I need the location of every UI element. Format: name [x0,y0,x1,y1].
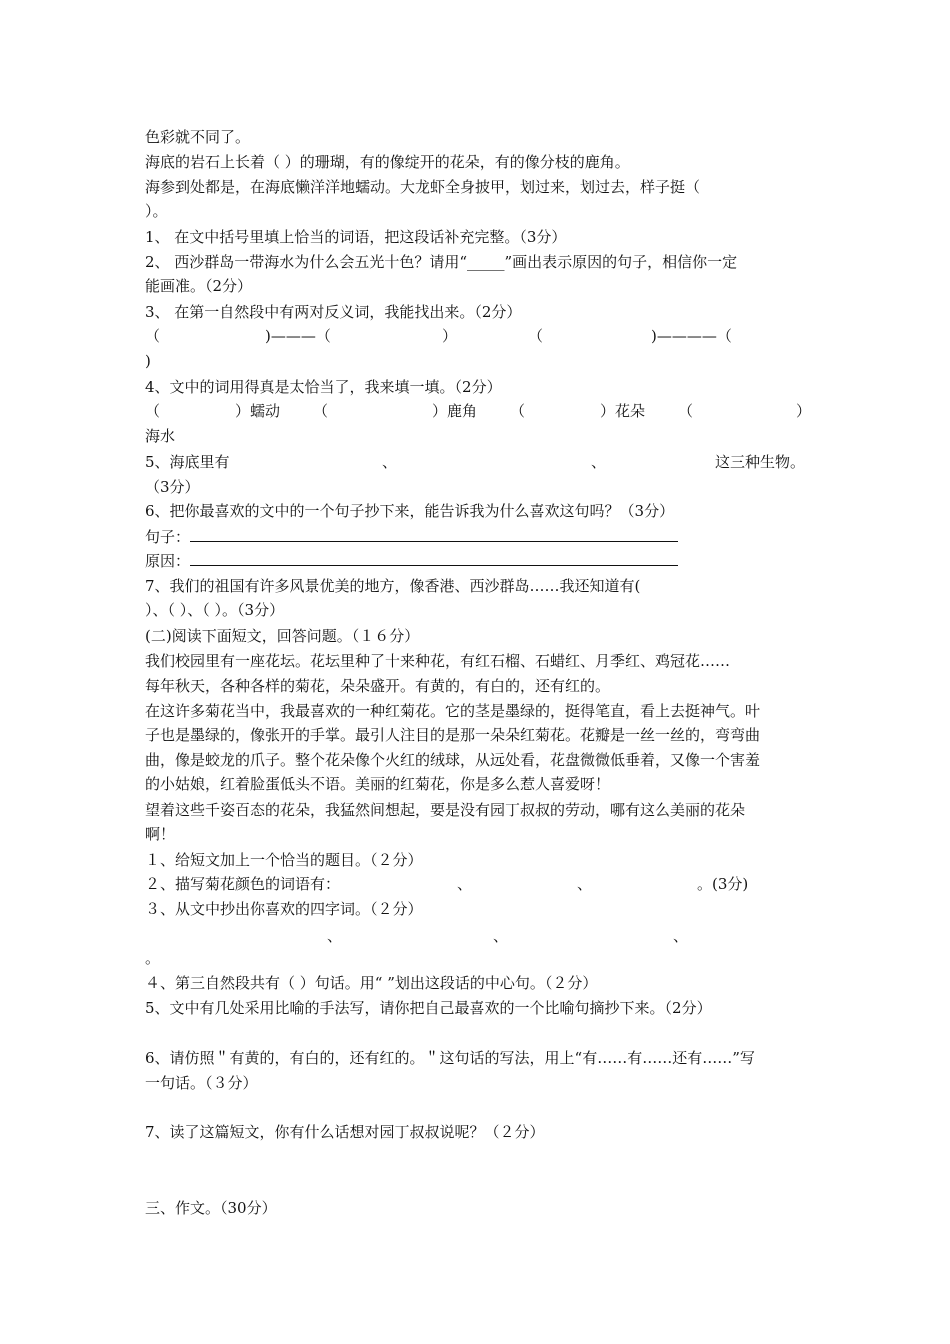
question-4-title: 4、文中的词用得真是太恰当了，我来填一填。（2分） [145,378,502,396]
section-3-title: 三、作文。（30分） [145,1199,277,1217]
s2-question-7: 7、读了这篇短文，你有什么话想对园丁叔叔说呢？（２分） [145,1123,545,1141]
question-6-title: 6、把你最喜欢的文中的一个句子抄下来，能告诉我为什么喜欢这句吗？（3分） [145,502,675,520]
blank-word: ）蠕动 [235,402,281,420]
reason-answer-line[interactable] [190,551,678,566]
passage-line: 每年秋天，各种各样的菊花，朵朵盛开。有黄的，有白的，还有红的。 [145,677,611,695]
question-6-sentence [145,526,810,548]
q3-sep: 、 [673,927,689,945]
blank-word: ）鹿角 [432,402,478,420]
s2-question-1: １、给短文加上一个恰当的题目。（２分） [145,851,423,869]
question-4-tail: 海水 [145,427,176,445]
s2-question-3: ３、从文中抄出你喜欢的四字词。（２分） [145,900,423,918]
blank-bracket: )————（ [651,327,732,345]
question-5-score: （3分） [145,478,200,496]
blank-bracket: )———（ [265,327,331,345]
blank-bracket: （ [528,327,544,345]
blank-word: ）花朵 [600,402,646,420]
sentence-answer-line[interactable] [190,527,678,542]
blank-bracket: （ [678,402,694,420]
section-2-title: (二)阅读下面短文，回答问题。（１６分） [145,627,420,645]
q2-sep: 、 [577,875,593,893]
question-3-close: ) [145,352,151,370]
passage-line: 曲，像是蛟龙的爪子。整个花朵像个火红的绒球，从远处看，花盘微微低垂着，又像一个害羞 [145,751,761,769]
blank-bracket: ） [442,327,458,345]
passage-line: 子也是墨绿的，像张开的手掌。最引人注目的是那一朵朵红菊花。花瓣是一丝一丝的，弯弯曲 [145,726,761,744]
passage-line: 海参到处都是，在海底懒洋洋地蠕动。大龙虾全身披甲，划过来，划过去，样子挺（ [145,178,701,196]
q2-sep: 、 [457,875,473,893]
question-7-line2: ）、（ ）、（ ）。（3分） [145,601,285,619]
passage-line: 望着这些千姿百态的花朵，我猛然间想起，要是没有园丁叔叔的劳动，哪有这么美丽的花朵 [145,801,746,819]
question-1: 1、 在文中括号里填上恰当的词语，把这段话补充完整。（3分） [145,228,567,246]
q5-sep: 、 [382,453,398,471]
passage-line: ）。 [145,202,168,220]
question-2-line1: 2、 西沙群岛一带海水为什么会五光十色？请用“_____”画出表示原因的句子，相信你一定 [145,253,738,271]
passage-line: 的小姑娘，红着脸蛋低头不语。美丽的红菊花，你是多么惹人喜爱呀！ [145,775,611,793]
blank-bracket: ） [796,402,812,420]
passage-line: 色彩就不同了。 [145,128,251,146]
q5-sep: 、 [591,453,607,471]
passage-line: 海底的岩石上长着（ ）的珊瑚，有的像绽开的花朵，有的像分枝的鹿角。 [145,153,630,171]
passage-line: 啊！ [145,825,176,843]
blank-bracket: （ [145,402,161,420]
q5-label: 5、海底里有 [145,453,230,471]
q2-end: 。(3分) [697,875,749,893]
blank-bracket: （ [313,402,329,420]
s2-question-3-end: 。 [145,949,161,967]
blank-bracket: （ [510,402,526,420]
passage-line: 我们校园里有一座花坛。花坛里种了十来种花，有红石榴、石蜡红、月季红、鸡冠花…… [145,652,731,670]
question-2-line2: 能画准。（2分） [145,277,253,295]
q5-tail: 这三种生物。 [715,453,806,471]
reason-label: 原因： [145,552,191,570]
passage-line: 在这许多菊花当中，我最喜欢的一种红菊花。它的茎是墨绿的，挺得笔直，看上去挺神气。叶 [145,702,761,720]
q3-sep: 、 [327,927,343,945]
question-3-title: 3、 在第一自然段中有两对反义词，我能找出来。（2分） [145,303,522,321]
q3-sep: 、 [493,927,509,945]
s2-question-5: 5、文中有几处采用比喻的手法写，请你把自己最喜欢的一个比喻句摘抄下来。（2分） [145,999,712,1017]
s2-question-6-line1: 6、请仿照＂有黄的，有白的，还有红的。＂这句话的写法，用上“有……有……还有……”写 [145,1049,755,1067]
sentence-label: 句子： [145,528,191,546]
question-7-line1: 7、我们的祖国有许多风景优美的地方，像香港、西沙群岛……我还知道有( [145,577,641,595]
question-6-reason [145,550,810,572]
s2-question-6-line2: 一句话。（３分） [145,1074,258,1092]
blank-bracket: （ [145,327,161,345]
s2-question-4: ４、第三自然段共有（ ）句话。用“ ”划出这段话的中心句。（２分） [145,974,598,992]
q2-label: ２、描写菊花颜色的词语有： [145,875,341,893]
